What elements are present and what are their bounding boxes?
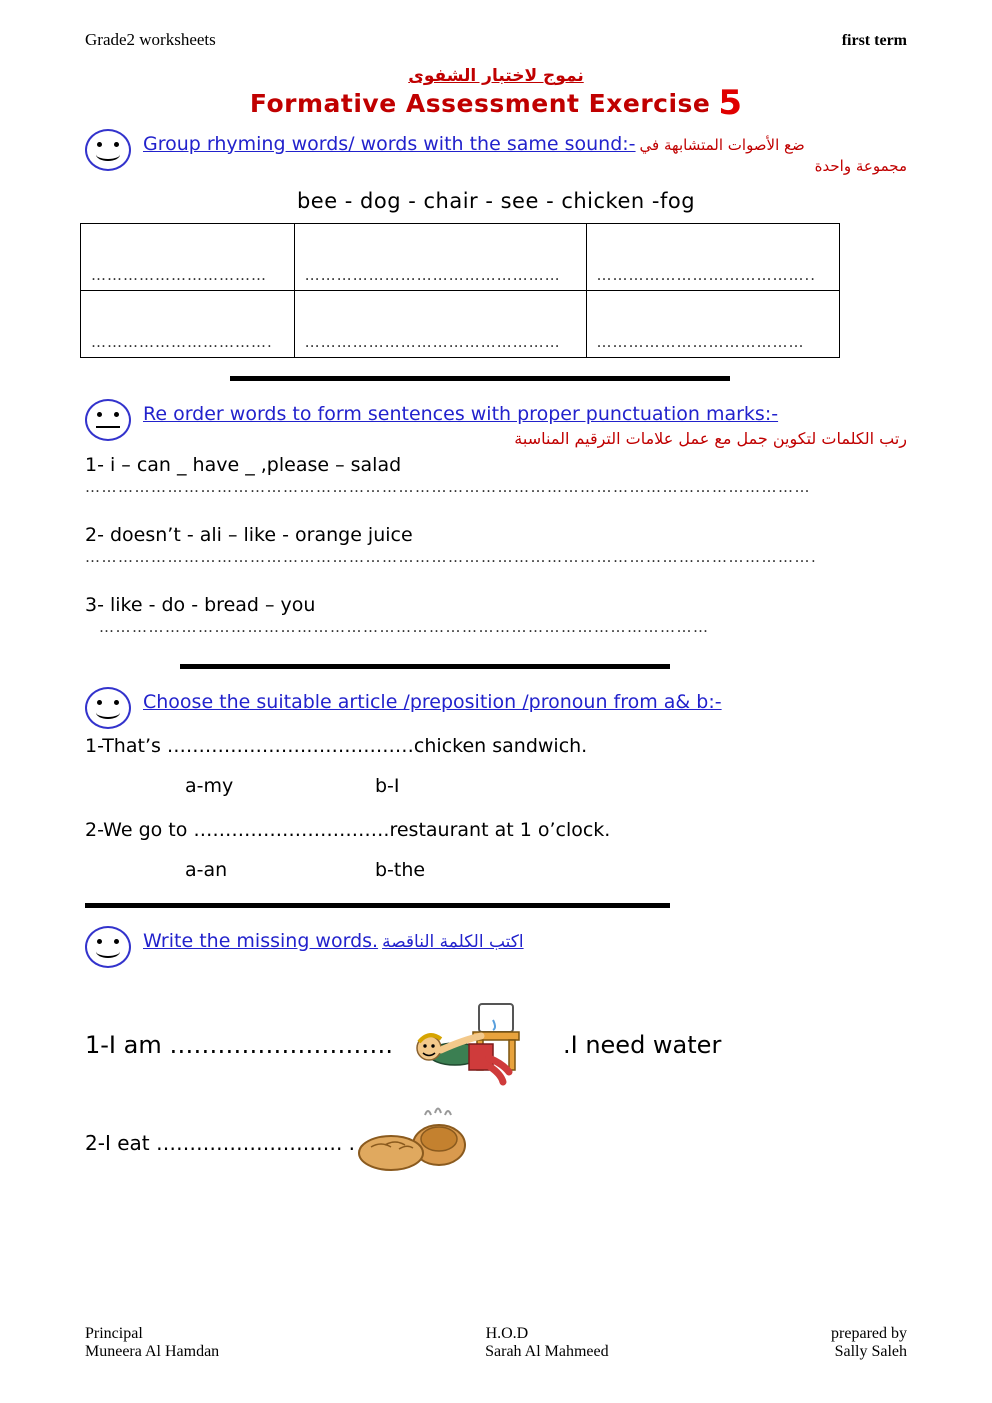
question-4-heading	[85, 926, 907, 968]
table-row	[81, 290, 840, 357]
footer-principal-label: Principal	[85, 1325, 143, 1342]
question-2-item-1: 1- i – can _ have _ ,please – salad	[85, 453, 402, 476]
smiley-eye-right-icon	[114, 939, 119, 944]
question-3-item-2-choices	[85, 859, 907, 881]
title-arabic: نموج لاختبار الشفوى	[408, 66, 584, 86]
question-3-item-1-option-a[interactable]: a-my	[185, 774, 234, 797]
question-4-heading-en: Write the missing words.	[143, 929, 379, 952]
header-right-text: first term	[841, 32, 907, 49]
divider-bar-2	[180, 664, 670, 669]
smiley-eye-right-icon	[114, 142, 119, 147]
table-cell-r2c2[interactable]: …………………………………………	[294, 290, 586, 357]
bread-clipart-icon	[355, 1103, 505, 1183]
table-cell-r1c3[interactable]: …………………………………..	[586, 223, 839, 290]
question-2-answer-3[interactable]: …………………………………………………………………………………………………	[99, 617, 710, 636]
title-block	[85, 66, 907, 123]
question-1-heading-en: Group rhyming words/ words with the same sound:-	[143, 132, 636, 155]
header-left-text: Grade2 worksheets	[85, 30, 216, 49]
question-3-item-1-choices	[85, 775, 907, 797]
footer-principal-name: Muneera Al Hamdan	[85, 1343, 220, 1360]
table-cell-r1c1[interactable]: ……………………………	[81, 223, 295, 290]
smiley-mouth-icon	[96, 418, 120, 428]
footer-names-row	[85, 1343, 907, 1361]
question-3-item-2-option-b[interactable]: b-the	[375, 858, 426, 881]
smiley-mouth-icon	[96, 148, 120, 161]
footer-prepared-label: prepared by	[831, 1325, 907, 1342]
table-cell-r1c2[interactable]: …………………………………………	[294, 223, 586, 290]
question-2-heading	[85, 399, 907, 448]
question-1-heading-ar-2: مجموعة واحدة	[814, 156, 907, 175]
title-english: Formative Assessment Exercise	[249, 88, 711, 118]
smiley-face-icon	[85, 687, 131, 729]
question-2-answer-1[interactable]: ……………………………………………………………………………………………………………………	[85, 477, 811, 496]
question-1-word-bank: bee - dog - chair - see - chicken -fog	[296, 188, 696, 213]
question-3-heading-text	[143, 687, 907, 713]
footer-hod-name: Sarah Al Mahmeed	[485, 1343, 609, 1360]
table-cell-r2c1[interactable]: …………………………….	[81, 290, 295, 357]
divider-bar-1	[230, 376, 730, 381]
question-4-heading-ar: اكتب الكلمة الناقصة	[382, 931, 524, 952]
rhyming-groups-table	[80, 223, 840, 358]
question-4-section	[85, 926, 907, 1183]
question-3-item-1-blank[interactable]: …………………………………	[166, 734, 414, 757]
question-3-item-1	[85, 735, 907, 757]
smiley-eye-left-icon	[97, 142, 102, 147]
footer-prepared-name: Sally Saleh	[834, 1343, 907, 1360]
question-1-heading	[85, 129, 907, 175]
divider-bar-3	[85, 903, 670, 908]
question-3-section	[85, 687, 907, 881]
smiley-mouth-icon	[96, 945, 120, 958]
thirsty-man-clipart-icon	[393, 998, 563, 1093]
smiley-mouth-icon	[96, 706, 120, 719]
smiley-face-icon	[85, 129, 131, 171]
table-cell-r2c3[interactable]: …………………………………	[586, 290, 839, 357]
question-3-item-1-after: chicken sandwich.	[413, 734, 588, 757]
question-3-heading	[85, 687, 907, 729]
question-2-heading-en: Re order words to form sentences with proper punctuation marks:-	[143, 402, 779, 425]
question-3-item-2-option-a[interactable]: a-an	[185, 858, 228, 881]
question-4-item-2-before[interactable]: 2-I eat ………………………. .	[85, 1130, 356, 1155]
question-2-item-3: 3- like - do - bread – you	[85, 593, 316, 616]
question-3-item-2-after: restaurant at 1 o’clock.	[389, 818, 611, 841]
smiley-face-icon	[85, 399, 131, 441]
page-header	[85, 30, 907, 50]
question-2-item-2: 2- doesn’t - ali – like - orange juice	[85, 523, 413, 546]
question-4-item-1-after: .I need water	[562, 1031, 722, 1060]
smiley-face-icon	[85, 926, 131, 968]
question-4-item-1-before[interactable]: 1-I am ……………………….	[85, 1031, 393, 1060]
question-3-item-1-before: 1-That’s	[85, 734, 167, 757]
question-1-heading-ar: ضع الأصوات المتشابهة في	[639, 135, 805, 154]
exercise-number: 5	[718, 83, 743, 123]
question-3-item-2	[85, 819, 907, 841]
question-3-item-2-before: 2-We go to	[85, 818, 194, 841]
question-1-heading-text	[143, 129, 907, 175]
question-3-heading-en: Choose the suitable article /preposition /pronoun from a& b:-	[143, 690, 722, 713]
question-4-item-2	[85, 1103, 907, 1183]
footer-labels-row	[85, 1325, 907, 1343]
smiley-eye-left-icon	[97, 939, 102, 944]
question-2-section	[85, 399, 907, 636]
page-footer	[85, 1325, 907, 1361]
question-3-item-2-blank[interactable]: ………………………….	[193, 818, 390, 841]
title-english-line	[85, 83, 907, 123]
smiley-eye-left-icon	[97, 412, 102, 417]
smiley-eye-right-icon	[114, 700, 119, 705]
question-4-item-1	[85, 998, 907, 1093]
footer-hod-label: H.O.D	[485, 1325, 529, 1342]
smiley-eye-left-icon	[97, 700, 102, 705]
question-4-heading-text	[143, 926, 907, 952]
table-row	[81, 223, 840, 290]
question-3-item-1-option-b[interactable]: b-I	[375, 774, 400, 797]
question-2-heading-text	[143, 399, 907, 448]
question-2-heading-ar: رتب الكلمات لتكوين جمل مع عمل علامات الترقيم المناسبة	[514, 428, 907, 448]
question-2-answer-2[interactable]: …………………………………………………………………………………………………………………….	[85, 547, 818, 566]
question-1-section	[85, 129, 907, 358]
smiley-eye-right-icon	[114, 412, 119, 417]
